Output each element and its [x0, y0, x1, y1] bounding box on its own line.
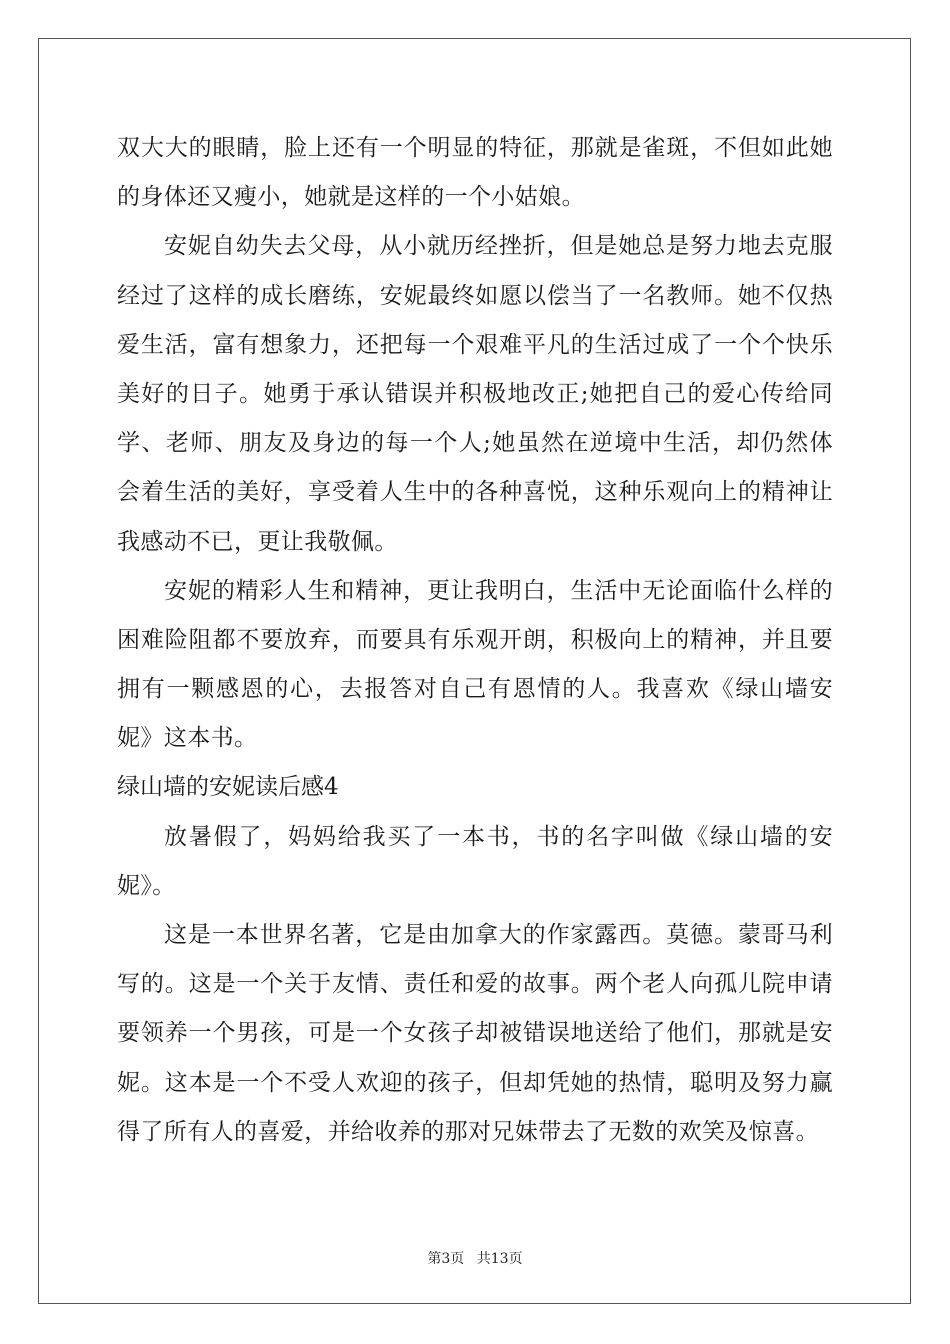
text-line: 我感动不已，更让我敬佩。 [117, 528, 398, 555]
text-line: 写的。这是一个关于友情、责任和爱的故事。两个老人向孤儿院申请 [117, 971, 833, 998]
page-footer [0, 1248, 950, 1268]
text-line: 妮》这本书。 [117, 725, 258, 752]
paragraph [117, 813, 833, 911]
text-line: 的身体还又瘦小，她就是这样的一个小姑娘。 [117, 184, 585, 211]
text-line: 拥有一颗感恩的心，去报答对自己有恩情的人。我喜欢《绿山墙安 [117, 676, 833, 703]
text-line: 学、老师、朋友及身边的每一个人;她虽然在逆境中生活，却仍然体 [117, 430, 833, 457]
text-line: 爱生活，富有想象力，还把每一个艰难平凡的生活过成了一个个快乐 [117, 331, 833, 358]
text-line: 经过了这样的成长磨练，安妮最终如愿以偿当了一名教师。她不仅热 [117, 282, 833, 309]
text-line: 这是一本世界名著，它是由加拿大的作家露西。莫德。蒙哥马利 [164, 922, 833, 948]
paragraph [117, 222, 833, 566]
text-line: 得了所有人的喜爱，并给收养的那对兄妹带去了无数的欢笑及惊喜。 [117, 1118, 819, 1145]
text-line: 安妮自幼失去父母，从小就历经挫折，但是她总是努力地去克服 [164, 233, 833, 260]
text-line: 安妮的精彩人生和精神，更让我明白，生活中无论面临什么样的 [164, 577, 833, 604]
text-line: 双大大的眼睛，脸上还有一个明显的特征，那就是雀斑，不但如此她 [117, 135, 833, 161]
text-line: 困难险阻都不要放弃，而要具有乐观开朗，积极向上的精神，并且要 [117, 626, 833, 653]
text-line: 放暑假了，妈妈给我买了一本书，书的名字叫做《绿山墙的安 [164, 823, 833, 850]
paragraph [117, 911, 833, 1157]
section-heading [117, 763, 833, 812]
text-line: 要领养一个男孩，可是一个女孩子却被错误地送给了他们，那就是安 [117, 1020, 833, 1047]
text-line: 美好的日子。她勇于承认错误并积极地改正;她把自己的爱心传给同 [117, 380, 833, 407]
text-line: 妮。这本是一个不受人欢迎的孩子，但却凭她的热情，聪明及努力赢 [117, 1069, 833, 1096]
document-body [117, 124, 833, 1157]
page-number: 第3页 [427, 1251, 465, 1267]
page-total: 共13页 [476, 1251, 523, 1267]
text-line: 妮》。 [117, 872, 176, 899]
paragraph [117, 124, 833, 222]
heading-text: 绿山墙的安妮读后感4 [117, 774, 339, 801]
paragraph [117, 567, 833, 764]
text-line: 会着生活的美好，享受着人生中的各种喜悦，这种乐观向上的精神让 [117, 479, 833, 506]
